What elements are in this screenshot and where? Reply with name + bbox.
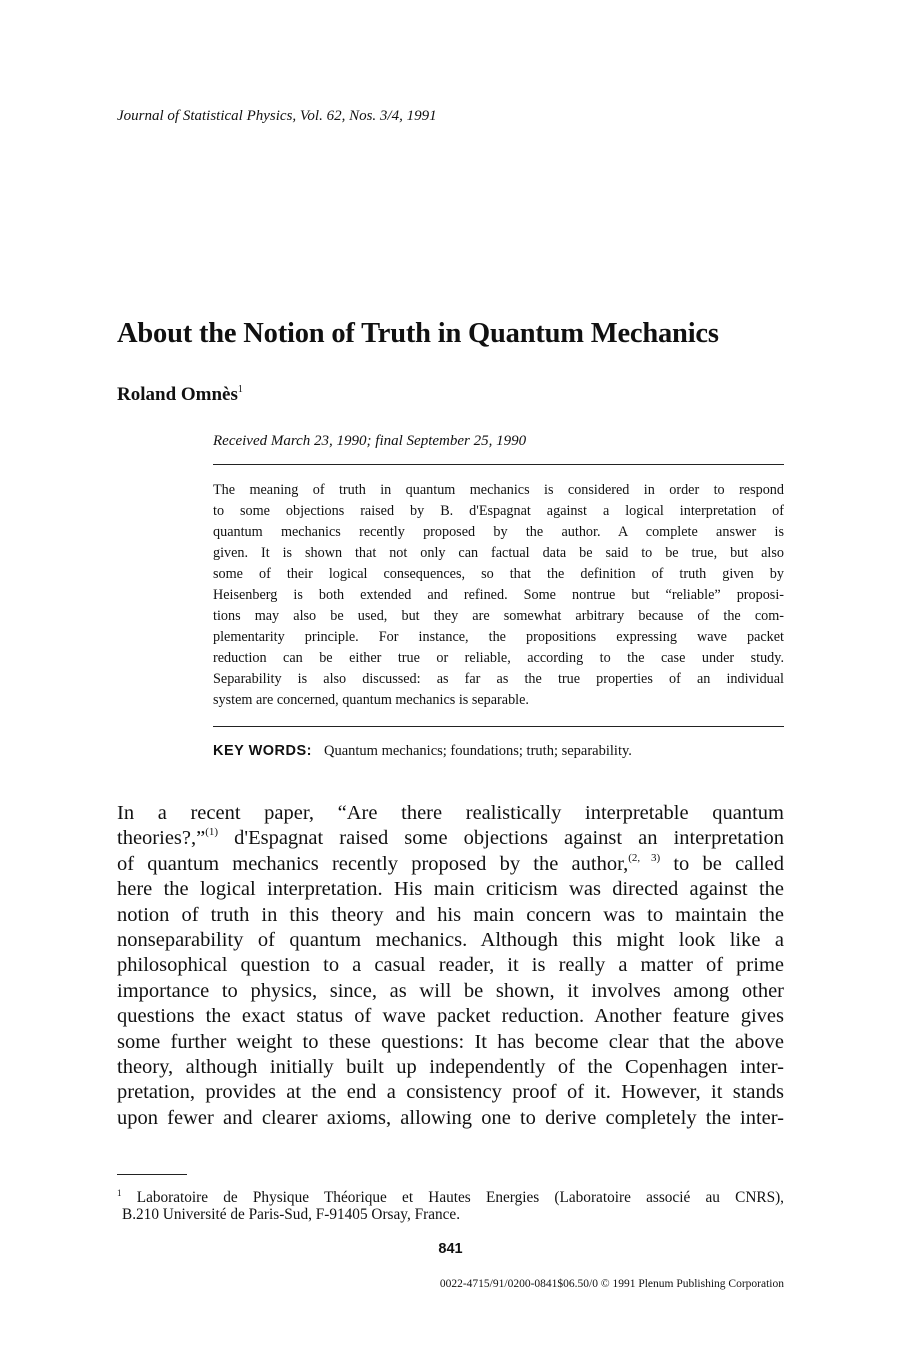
abstract-line: The meaning of truth in quantum mechanics is considered in order to respond [213,482,784,498]
footnote-rule [117,1174,187,1175]
keywords-list: Quantum mechanics; foundations; truth; separability. [324,743,632,759]
body-text [117,801,784,1131]
keywords-label: KEY WORDS: [213,743,312,759]
footnote-mark: 1 [117,1188,122,1198]
body-line: pretation, provides at the end a consistency proof of it. However, it stands [117,1081,784,1104]
body-line: questions the exact status of wave packet reduction. Another feature gives [117,1005,784,1028]
keywords [213,743,632,760]
abstract-line: to some objections raised by B. d'Espagnat against a logical interpretation of [213,503,784,519]
author-footnote-mark: 1 [237,384,243,395]
footnote-line [117,1183,784,1204]
abstract-top-rule [213,464,784,465]
body-line: theory, although initially built up independently of the Copenhagen inter- [117,1055,784,1078]
journal-citation: Journal of Statistical Physics, Vol. 62, Nos. 3/4, 1991 [117,108,437,124]
abstract-line: Heisenberg is both extended and refined. Some nontrue but “reliable” proposi- [213,587,784,603]
footnote-text: Laboratoire de Physique Théorique et Hautes Energies (Laboratoire associé au CNRS), [136,1189,784,1206]
abstract-line: Separability is also discussed: as far as the true properties of an individual [213,671,784,687]
body-line: some further weight to these questions: It has become clear that the above [117,1030,784,1053]
abstract-line: system are concerned, quantum mechanics is separable. [213,692,529,708]
article-title: About the Notion of Truth in Quantum Mechanics [117,318,719,349]
page-number: 841 [438,1241,463,1257]
body-text-fragment: of quantum mechanics recently proposed by the author, [117,852,629,875]
abstract-line: reduction can be either true or reliable, according to the case under study. [213,650,784,666]
copyright-line: 0022-4715/91/0200-0841$06.50/0 © 1991 Plenum Publishing Corporation [439,1278,784,1290]
abstract-line: quantum mechanics recently proposed by the author. A complete answer is [213,524,784,540]
body-line: upon fewer and clearer axioms, allowing one to derive completely the inter- [117,1106,784,1129]
body-line [117,852,784,877]
body-text-fragment: d'Espagnat raised some objections against an interpretation [218,827,784,850]
footnote [117,1183,784,1225]
received-dates: Received March 23, 1990; final September 25, 1990 [213,433,527,449]
body-line: notion of truth in this theory and his main concern was to maintain the [117,903,784,926]
body-line: importance to physics, since, as will be shown, it involves among other [117,979,784,1002]
reference-1: (1) [205,826,219,839]
body-line: here the logical interpretation. His main criticism was directed against the [117,878,784,901]
reference-2-3: (2, 3) [628,851,661,864]
footnote-line: B.210 Université de Paris-Sud, F-91405 Orsay, France. [122,1206,461,1223]
abstract-line: given. It is shown that not only can factual data be said to be true, but also [213,545,784,561]
body-line [117,826,784,851]
abstract [213,480,784,711]
body-line: In a recent paper, “Are there realistically interpretable quantum [117,802,784,824]
abstract-line: some of their logical consequences, so that the definition of truth given by [213,566,784,582]
body-text-fragment: theories?,” [117,827,206,850]
abstract-bottom-rule [213,726,784,727]
body-line: nonseparability of quantum mechanics. Although this might look like a [117,928,784,951]
body-line: philosophical question to a casual reader, it is really a matter of prime [117,954,784,977]
body-text-fragment: to be called [660,852,785,875]
abstract-line: plementarity principle. For instance, the propositions expressing wave packet [213,629,784,645]
author-name: Roland Omnès [117,384,238,405]
abstract-line: tions may also be used, but they are somewhat arbitrary because of the com- [213,608,784,624]
author-line [117,384,243,406]
